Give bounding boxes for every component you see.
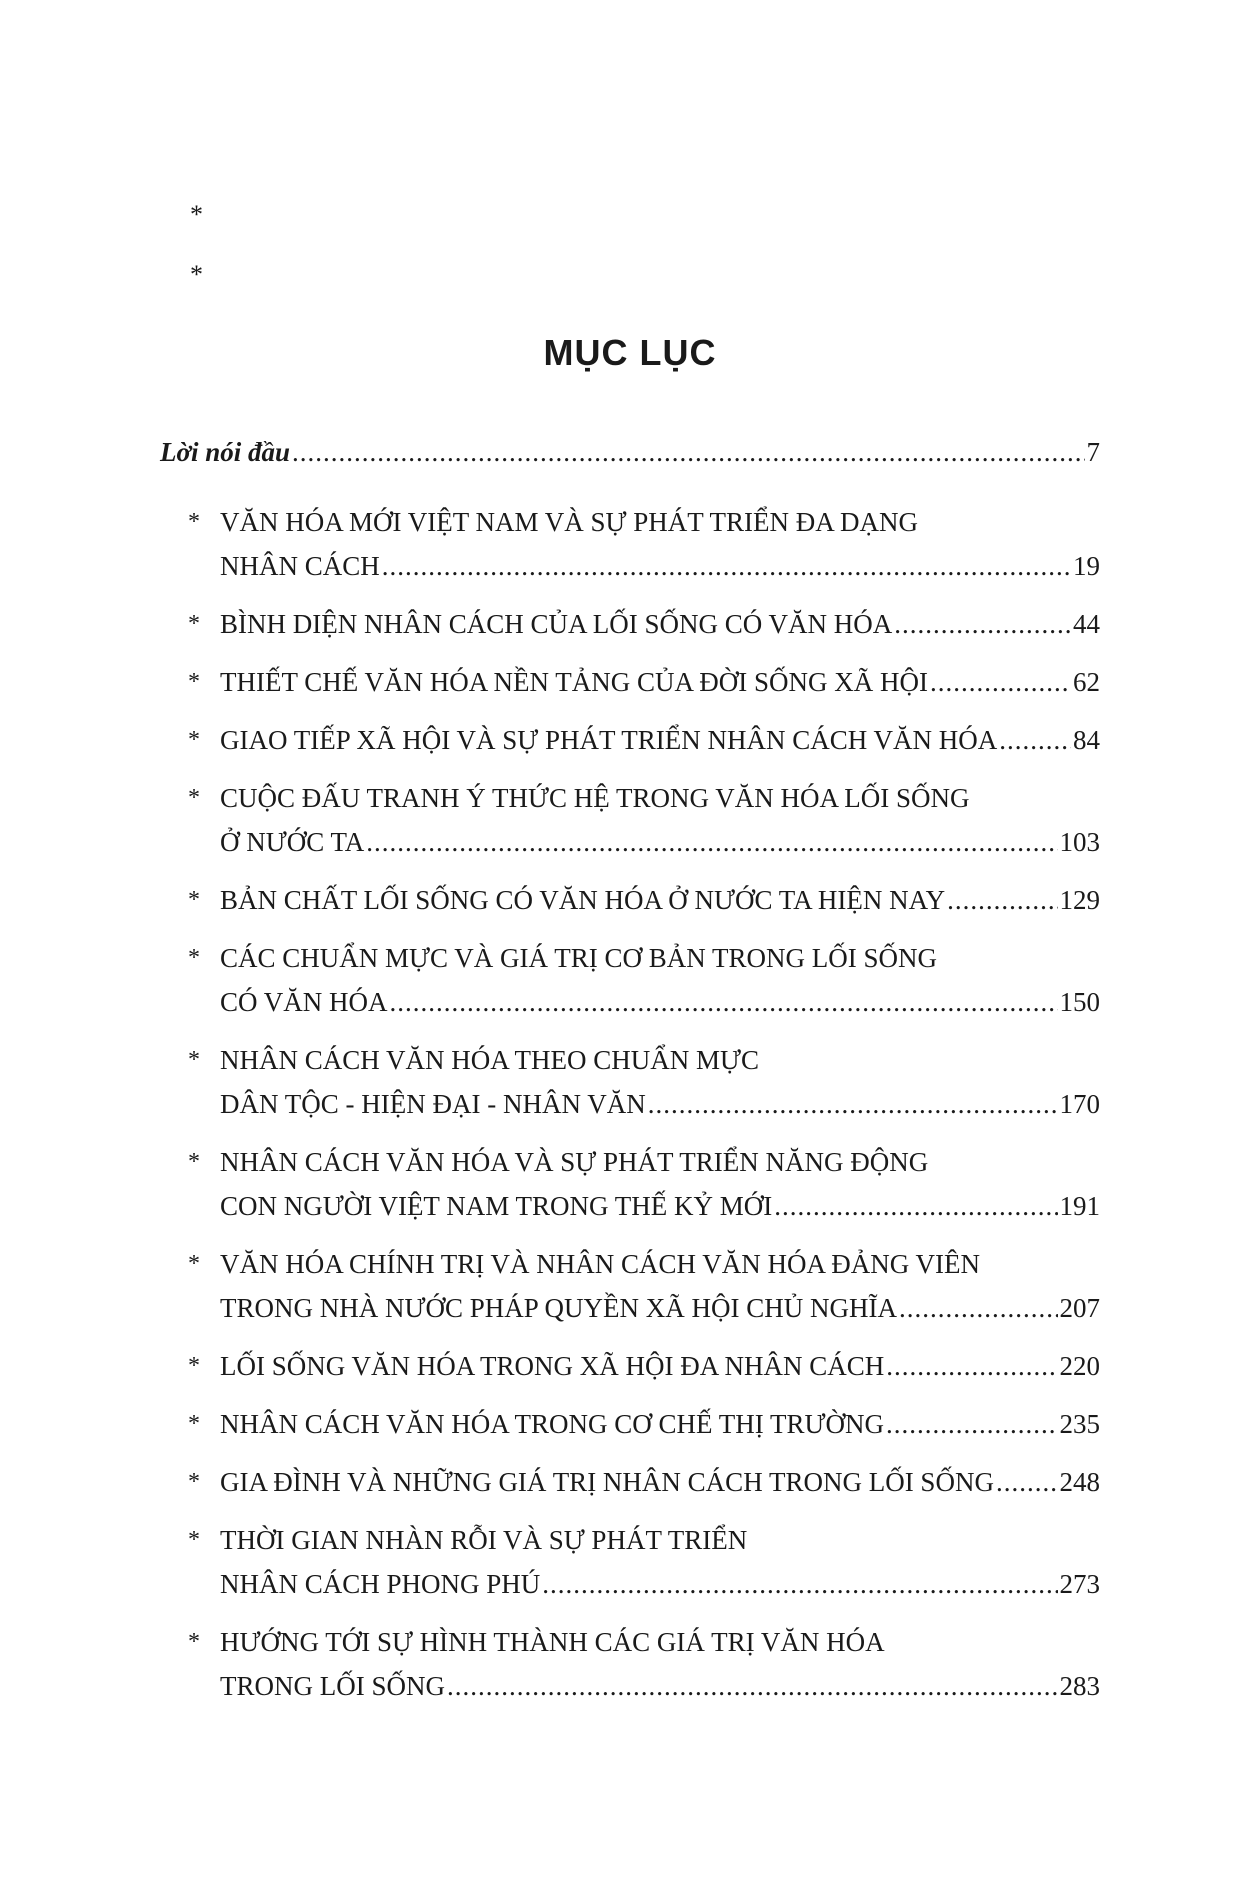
dot-leader	[774, 1184, 1057, 1228]
toc-entry-last-line	[220, 1562, 1100, 1606]
dot-leader	[382, 544, 1071, 588]
toc-entry-last-line	[220, 1344, 1100, 1388]
toc-entry-title-line: VĂN HÓA CHÍNH TRỊ VÀ NHÂN CÁCH VĂN HÓA ĐẢNG VIÊN	[220, 1249, 981, 1279]
toc-entry-title-line: GIA ĐÌNH VÀ NHỮNG GIÁ TRỊ NHÂN CÁCH TRONG LỐI SỐNG	[220, 1467, 994, 1497]
entry-bullet: *	[188, 785, 200, 811]
toc-entry-title-line: NHÂN CÁCH VĂN HÓA VÀ SỰ PHÁT TRIỂN NĂNG ĐỘNG	[220, 1147, 929, 1177]
dot-leader	[648, 1082, 1058, 1126]
toc-entry	[160, 1402, 1100, 1446]
entry-bullet: *	[188, 1629, 200, 1655]
toc-entry-preface	[160, 430, 1100, 474]
toc-entry-title-line: CÓ VĂN HÓA	[220, 987, 388, 1017]
toc-entry-title-line: BÌNH DIỆN NHÂN CÁCH CỦA LỐI SỐNG CÓ VĂN HÓA	[220, 609, 893, 639]
toc-page-number: 84	[1073, 725, 1100, 755]
dot-leader	[894, 602, 1071, 646]
toc-entry	[160, 660, 1100, 704]
toc-entry-last-line	[220, 544, 1100, 588]
toc-entry-last-line	[220, 1082, 1100, 1126]
toc-entry-last-line	[220, 1664, 1100, 1708]
toc-page-number: 62	[1073, 667, 1100, 697]
toc-entry	[160, 878, 1100, 922]
toc-entry-last-line	[220, 1460, 1100, 1504]
toc-page-number: 273	[1059, 1569, 1100, 1599]
toc-entry-title-line: THIẾT CHẾ VĂN HÓA NỀN TẢNG CỦA ĐỜI SỐNG XÃ HỘI	[220, 667, 928, 697]
toc-entry-last-line	[220, 980, 1100, 1024]
toc-entry	[160, 1140, 1100, 1228]
entry-bullet: *	[188, 887, 200, 913]
toc-entry-title-line: DÂN TỘC - HIỆN ĐẠI - NHÂN VĂN	[220, 1089, 646, 1119]
toc-page-number: 207	[1059, 1293, 1100, 1323]
toc-entry-title-line: NHÂN CÁCH PHONG PHÚ	[220, 1569, 541, 1599]
toc-entry-title-line: TRONG NHÀ NƯỚC PHÁP QUYỀN XÃ HỘI CHỦ NGHĨA	[220, 1293, 897, 1323]
dot-leader	[996, 1460, 1058, 1504]
toc-entry	[160, 1038, 1100, 1126]
toc-page-number: 191	[1059, 1191, 1100, 1221]
toc-page-number: 19	[1073, 551, 1100, 581]
dot-leader	[999, 718, 1071, 762]
toc-entry-title-line: GIAO TIẾP XÃ HỘI VÀ SỰ PHÁT TRIỂN NHÂN CÁCH VĂN HÓA	[220, 725, 998, 755]
toc-page-number: 170	[1059, 1089, 1100, 1119]
toc-entry	[160, 602, 1100, 646]
toc-entry-title-line: Ở NƯỚC TA	[220, 827, 365, 857]
toc-page-number: 44	[1073, 609, 1100, 639]
toc-entry-title-line: CUỘC ĐẤU TRANH Ý THỨC HỆ TRONG VĂN HÓA LỐI SỐNG	[220, 783, 970, 813]
toc-entry	[160, 1242, 1100, 1330]
entry-bullet: *	[188, 1353, 200, 1379]
entry-bullet: *	[188, 727, 200, 753]
entry-bullet: *	[188, 611, 200, 637]
dot-leader	[899, 1286, 1058, 1330]
toc-entry	[160, 1620, 1100, 1708]
dot-leader	[886, 1344, 1057, 1388]
page-title: MỤC LỤC	[543, 332, 717, 373]
dot-leader	[390, 980, 1058, 1024]
toc-entry-last-line	[220, 602, 1100, 646]
toc-entry-title-line: BẢN CHẤT LỐI SỐNG CÓ VĂN HÓA Ở NƯỚC TA HIỆN NAY	[220, 885, 946, 915]
toc-entry-title-line: HƯỚNG TỚI SỰ HÌNH THÀNH CÁC GIÁ TRỊ VĂN HÓA	[220, 1627, 885, 1657]
toc-entry	[160, 1344, 1100, 1388]
decorative-asterisk: *	[190, 200, 203, 229]
toc-entry-title-line: NHÂN CÁCH VĂN HÓA TRONG CƠ CHẾ THỊ TRƯỜNG	[220, 1409, 884, 1439]
toc-entry-last-line	[220, 660, 1100, 704]
dot-leader	[542, 1562, 1057, 1606]
toc-entry-title-line: NHÂN CÁCH	[220, 551, 380, 581]
entry-bullet: *	[188, 1047, 200, 1073]
toc-entry-title-line: THỜI GIAN NHÀN RỖI VÀ SỰ PHÁT TRIỂN	[220, 1525, 748, 1555]
toc-page-number: 103	[1059, 827, 1100, 857]
toc-entry-last-line	[220, 1286, 1100, 1330]
toc-entry-title-line: LỐI SỐNG VĂN HÓA TRONG XÃ HỘI ĐA NHÂN CÁCH	[220, 1351, 885, 1381]
toc-page-number: 129	[1059, 885, 1100, 915]
toc-page-number: 7	[1086, 437, 1100, 467]
table-of-contents	[160, 430, 1100, 1722]
toc-entry	[160, 776, 1100, 864]
dot-leader	[886, 1402, 1058, 1446]
toc-entry	[160, 718, 1100, 762]
entry-bullet: *	[188, 1149, 200, 1175]
entry-bullet: *	[188, 509, 200, 535]
toc-entry-last-line	[220, 1184, 1100, 1228]
toc-page-number: 248	[1059, 1467, 1100, 1497]
dot-leader	[292, 430, 1084, 474]
toc-entry-title-line: NHÂN CÁCH VĂN HÓA THEO CHUẨN MỰC	[220, 1045, 759, 1075]
toc-page-number: 220	[1059, 1351, 1100, 1381]
decorative-asterisk: *	[190, 260, 203, 289]
toc-entry	[160, 1518, 1100, 1606]
entry-bullet: *	[188, 669, 200, 695]
dot-leader	[366, 820, 1057, 864]
dot-leader	[447, 1664, 1058, 1708]
toc-page-number: 283	[1059, 1671, 1100, 1701]
toc-entry-last-line	[220, 718, 1100, 762]
toc-entry-label: Lời nói đầu	[160, 437, 291, 467]
entry-bullet: *	[188, 1527, 200, 1553]
entry-bullet: *	[188, 1469, 200, 1495]
dot-leader	[947, 878, 1057, 922]
toc-entry-title-line: VĂN HÓA MỚI VIỆT NAM VÀ SỰ PHÁT TRIỂN ĐA DẠNG	[220, 507, 918, 537]
toc-entry	[160, 1460, 1100, 1504]
dot-leader	[930, 660, 1071, 704]
toc-page-number: 235	[1059, 1409, 1100, 1439]
entry-bullet: *	[188, 1251, 200, 1277]
toc-entry-title-line: CÁC CHUẨN MỰC VÀ GIÁ TRỊ CƠ BẢN TRONG LỐI SỐNG	[220, 943, 938, 973]
toc-entry-title-line: CON NGƯỜI VIỆT NAM TRONG THẾ KỶ MỚI	[220, 1191, 773, 1221]
toc-entry	[160, 500, 1100, 588]
entry-bullet: *	[188, 945, 200, 971]
toc-entry-last-line	[220, 1402, 1100, 1446]
toc-entry-last-line	[220, 820, 1100, 864]
toc-entry-title-line: TRONG LỐI SỐNG	[220, 1671, 445, 1701]
toc-entry	[160, 936, 1100, 1024]
toc-entry-last-line	[220, 878, 1100, 922]
entry-bullet: *	[188, 1411, 200, 1437]
toc-page-number: 150	[1059, 987, 1100, 1017]
